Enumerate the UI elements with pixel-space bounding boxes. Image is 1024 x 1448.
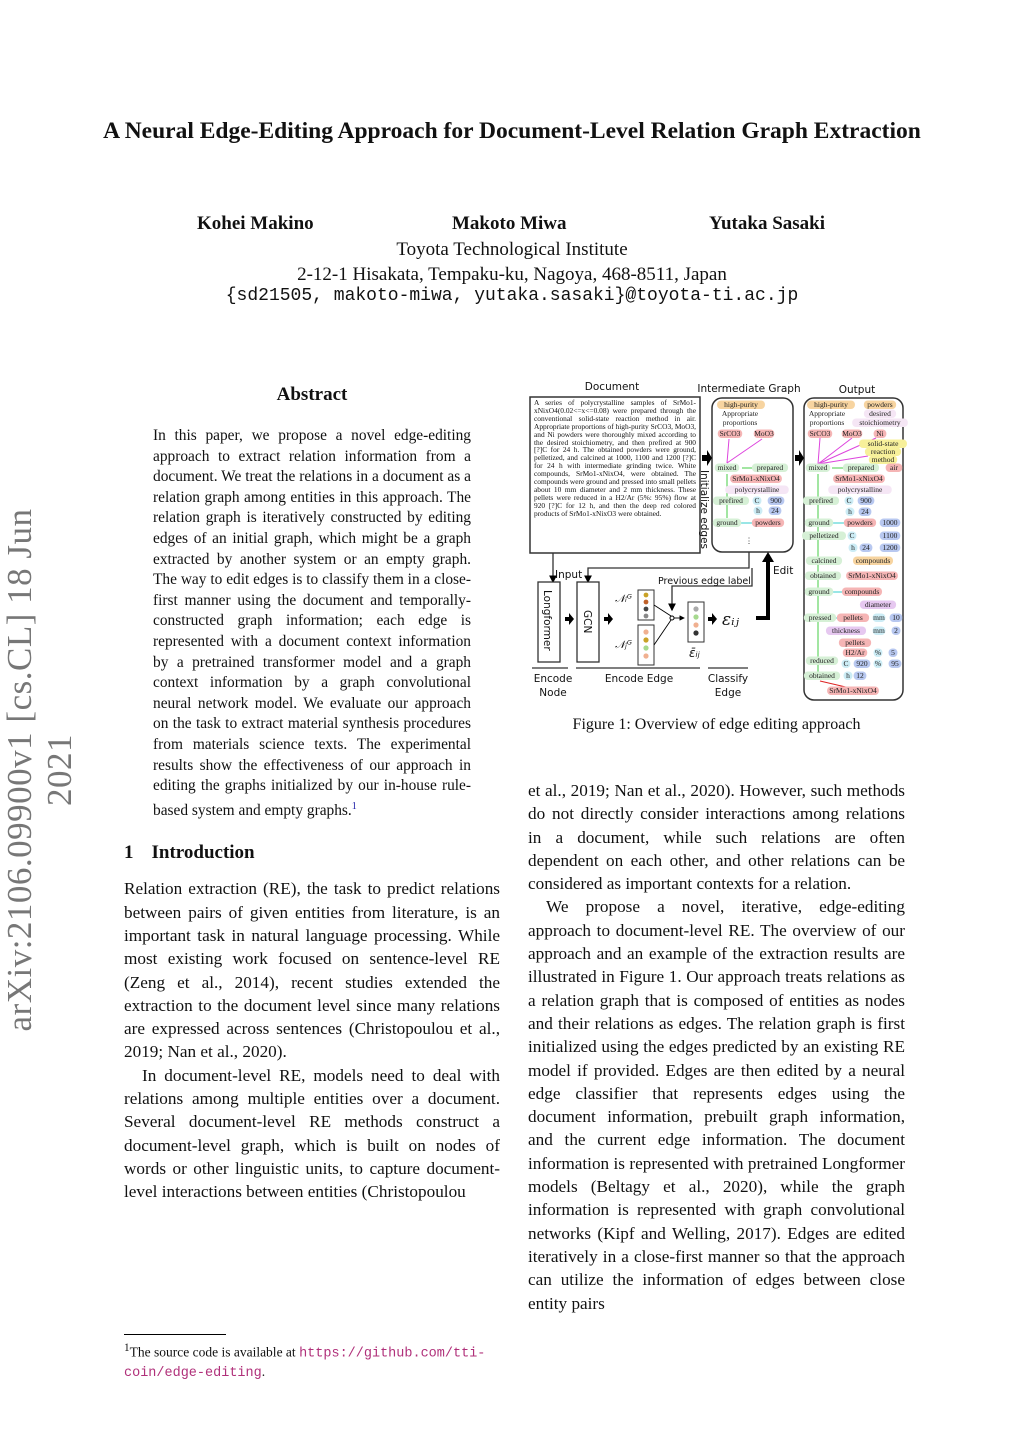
- graph-node: reduced: [810, 656, 834, 665]
- graph-node: 24: [861, 507, 869, 516]
- paragraph: [528, 779, 905, 895]
- section-number: 1: [124, 842, 134, 864]
- graph-node: ground: [808, 587, 830, 596]
- graph-node: desired: [869, 409, 891, 418]
- panel-label-intermediate: Intermediate Graph: [697, 383, 801, 395]
- graph-node: %: [874, 659, 882, 668]
- section-title: Introduction: [151, 842, 255, 864]
- initialize-edges-label: Initialize edges: [698, 470, 710, 550]
- graph-node: 1200: [882, 543, 898, 552]
- text-run: In document-level RE, models need to deal with relations among multiple entities over a document. Several document-level RE methods construct a document-level graph, which is built on nodes of words or other linguistic units, to capture document-level interactions between entities (: [124, 1065, 500, 1202]
- edit-label: Edit: [773, 565, 794, 577]
- affiliation: Toyota Technological Institute: [396, 239, 628, 260]
- arrow-icon: [604, 613, 613, 625]
- graph-node: compounds: [844, 587, 880, 596]
- gcn-label: GCN: [581, 610, 593, 634]
- graph-node: solid-state: [867, 439, 899, 448]
- author-2: Makoto Miwa: [452, 213, 567, 234]
- footnote-area: [124, 1324, 500, 1384]
- emails: {sd21505, makoto-miwa, yutaka.sasaki}@toyota-ti.ac.jp: [225, 286, 799, 306]
- graph-node: 5: [891, 648, 895, 657]
- panel-label-output: Output: [838, 384, 876, 396]
- graph-node: prepared: [847, 463, 875, 472]
- graph-node: h: [848, 507, 852, 516]
- graph-node: proportions: [809, 418, 845, 427]
- footnote-rule: [124, 1334, 226, 1335]
- graph-node: SrMo1-xNixO4: [732, 474, 780, 483]
- citation-link[interactable]: 1: [668, 967, 678, 987]
- graph-node: obtained: [809, 671, 835, 680]
- graph-node: 95: [891, 659, 899, 668]
- paper-title: A Neural Edge-Editing Approach for Document-Level Relation Graph Extraction: [103, 118, 921, 144]
- section-heading: [124, 841, 500, 865]
- stage-label-classify-edge: Classify: [707, 673, 749, 685]
- stage-label-classify-edge: Edge: [714, 687, 742, 699]
- footnote-link[interactable]: https://github.com/tti-coin/edge-editing: [124, 1346, 486, 1381]
- graph-node: SrMo1-xNixO4: [835, 474, 883, 483]
- graph-node: SrMo1-xNixO4: [829, 686, 877, 695]
- text-run: ). However, such methods do not directly consider interactions among relations in a document, while such relations are often dependent on each other, and other relations can be considered as important contexts for a relation.: [528, 781, 905, 894]
- graph-node: SrMo1-xNixO4: [848, 571, 896, 580]
- graph-node: 12: [856, 671, 864, 680]
- graph-node: ⋮: [745, 536, 753, 545]
- citation-link[interactable]: Christopoulou et al., 2019: [124, 1019, 501, 1062]
- graph-node: prefired: [719, 496, 743, 505]
- edge-label: εᵢⱼ: [722, 610, 740, 630]
- footnote-text: The source code is available at: [129, 1344, 300, 1359]
- graph-node: 24: [771, 506, 779, 515]
- graph-node: 10: [892, 613, 900, 622]
- concat-node: [670, 616, 674, 620]
- citation-link[interactable]: et al., 2019: [528, 781, 606, 800]
- right-column-body: [528, 779, 905, 1315]
- graph-node: mixed: [808, 463, 828, 472]
- citation-link[interactable]: Beltagy et al., 2020: [596, 1177, 758, 1197]
- text-run: We propose a novel, iterative, edge-editing approach to document-level RE. The overview of our approach and an example of the extraction results are illustrated in Figure: [528, 897, 905, 987]
- graph-node: C: [849, 531, 855, 540]
- abstract-text: [153, 426, 471, 821]
- citation-link[interactable]: Zeng et al., 2014: [129, 972, 269, 992]
- left-column-body: [124, 877, 500, 1203]
- graph-node: h: [846, 671, 850, 680]
- footnote-end: .: [261, 1364, 266, 1379]
- graph-node: prefired: [809, 496, 833, 505]
- nj-label: 𝒩ⱼᴳ: [615, 639, 633, 651]
- address: 2-12-1 Hisakata, Tempaku-ku, Nagoya, 468-8511, Japan: [297, 264, 727, 285]
- text-run: . Our approach treats relations as a relation graph that is composed of entities as nodes and their relations as edges. The relation graph is first initialized using the edges predicted by an existing RE model if provided. Edges are then edited by a neural edge classifier that represents edges using the document information, prebuilt graph information, and the current edge information. The document information is represented with pretrained Longformer models (: [528, 967, 905, 1197]
- graph-node: MoO3: [842, 429, 862, 438]
- citation-link[interactable]: Christopoulou: [367, 1182, 466, 1202]
- paragraph: [124, 877, 500, 1063]
- graph-node: H2/Ar: [845, 648, 865, 657]
- graph-node: high-purity: [724, 400, 758, 409]
- text-run: ;: [158, 1042, 168, 1062]
- graph-node: Appropriate: [808, 409, 846, 418]
- previous-edge-label: Previous edge label: [658, 576, 751, 587]
- graph-node: thickness: [832, 626, 860, 635]
- author-3: Yutaka Sasaki: [709, 213, 825, 234]
- stage-label-encode-node: Node: [539, 687, 567, 699]
- citation-link[interactable]: Nan et al., 2020: [614, 781, 725, 800]
- footnote-mark[interactable]: 1: [351, 800, 357, 812]
- text-run: ). Edges are edited iteratively in a close-first manner so that the approach can utilize the information of edges between close entity pairs: [528, 1223, 905, 1313]
- graph-node: polycrystalline: [734, 485, 780, 494]
- graph-node: pelletized: [809, 531, 839, 540]
- graph-node: method: [871, 455, 895, 464]
- graph-node: C: [754, 496, 760, 505]
- graph-node: compounds: [855, 556, 891, 565]
- abstract-heading: Abstract: [276, 384, 348, 405]
- graph-node: Appropriate: [721, 409, 759, 418]
- graph-node: 24: [862, 543, 870, 552]
- footnote: [124, 1339, 500, 1384]
- graph-node: MoO3: [754, 429, 774, 438]
- stage-label-encode-node: Encode: [533, 673, 573, 685]
- text-run: ), recent studies extended the extraction to the document level since many relations are expressed across sentences (: [124, 972, 500, 1039]
- graph-node: high-purity: [814, 400, 848, 409]
- graph-node: powders: [847, 518, 873, 527]
- graph-node: 1100: [882, 531, 898, 540]
- citation-link[interactable]: Kipf and Welling, 2017: [603, 1223, 771, 1243]
- graph-node: air: [890, 463, 898, 472]
- graph-node: powders: [755, 518, 781, 527]
- stage-label-encode-edge: Encode Edge: [604, 673, 674, 685]
- graph-node: SrCO3: [719, 429, 741, 438]
- graph-node: pellets: [845, 638, 865, 647]
- graph-node: h: [851, 543, 855, 552]
- graph-node: Ni: [876, 429, 884, 438]
- edit-arrow-icon: [762, 552, 774, 562]
- graph-node: C: [843, 659, 849, 668]
- graph-node: mm: [873, 626, 885, 635]
- arrow-icon: [565, 613, 574, 625]
- graph-node: SrCO3: [809, 429, 831, 438]
- footnote-number: 1: [124, 1341, 130, 1354]
- longformer-label: Longformer: [541, 590, 553, 651]
- panel-label-document: Document: [584, 381, 640, 393]
- paragraph: [124, 1064, 500, 1204]
- author-1: Kohei Makino: [197, 213, 314, 234]
- graph-node: 900: [860, 496, 872, 505]
- left-column: [124, 383, 500, 1383]
- abstract-body: In this paper, we propose a novel edge-editing approach to extract relation information from a document. We treat the relations in a document as a relation graph among entities in this approach. The relation graph is iteratively constructed by editing edges of an initial graph, which might be a graph extracted by another system or an empty graph. The way to edit edges is to classify them in a close-first manner using the document and temporally-constructed graph information; each edge is represented with a document context information by a pretrained transformer model and a graph context information by a graph convolutional neural network model. We evaluate our approach on the task to extract material synthesis procedures from materials science texts. The experimental results show the effectiveness of our approach in editing the graphs initialized by our in-house rule-based system and empty graphs.: [153, 427, 471, 819]
- graph-node: 2: [894, 626, 898, 635]
- paragraph: [528, 895, 905, 1314]
- graph-node: reaction: [870, 447, 896, 456]
- graph-node: obtained: [810, 571, 836, 580]
- input-label: Input: [555, 569, 583, 581]
- arxiv-stamp: arXiv:2106.09900v1 [cs.CL] 18 Jun 2021: [0, 508, 79, 1032]
- graph-node: pressed: [808, 613, 832, 622]
- graph-node: h: [756, 506, 760, 515]
- graph-node: 900: [770, 496, 782, 505]
- graph-node: pellets: [843, 613, 863, 622]
- graph-node: 920: [856, 659, 868, 668]
- graph-node: 1000: [882, 518, 898, 527]
- graph-node: mixed: [717, 463, 737, 472]
- graph-node: mm: [873, 613, 885, 622]
- graph-node: polycrystalline: [837, 485, 883, 494]
- graph-node: stoichiometry: [859, 418, 901, 427]
- graph-node: proportions: [722, 418, 758, 427]
- graph-node: prepared: [756, 463, 784, 472]
- text-run: Relation extraction (RE), the task to predict relations between pairs of given entities from literature, is an important task in natural language processing. While most existing work focused on sentence-level RE (: [124, 879, 500, 992]
- graph-node: diameter: [864, 600, 892, 609]
- graph-node: powders: [867, 400, 893, 409]
- citation-link[interactable]: Nan et al., 2020: [167, 1042, 277, 1062]
- affiliation-block: [100, 237, 924, 287]
- figure-document-text: A series of polycrystalline samples of SrMo1-xNixO4(0.02<=x<=0.08) were prepared through the conventional solid-state reaction method in air. Appropriate proportions of high-purity SrCO3, MoO3, and Ni powders were thoroughly mixed according to the desired stoichiometry, and then prefired at 900 [?]C for 24 h. The obtained powders were ground, pelletized, and calcined at 1000, 1100 and 1200 [?]C for 24 h with intermediate grinding twice. White compounds, SrMo1-xNixO4, were obtained. The compounds were ground and pressed into small pellets about 10 mm diameter and 2 mm thickness. These pellets were reduced in a H2/Ar (5%: 95%) flow at 920 [?]C for 12 h, and then the deep red colored products of SrMo1-xNixO3 were obtained.: [534, 398, 696, 518]
- graph-node: %: [874, 648, 882, 657]
- text-run: ;: [605, 781, 615, 800]
- graph-node: calcined: [811, 556, 837, 565]
- graph-node: C: [846, 496, 852, 505]
- edge-rep-label: ε̄ᵢⱼ: [689, 646, 700, 660]
- graph-node: ground: [716, 518, 738, 527]
- text-run: ).: [276, 1042, 287, 1062]
- arrow-icon: [795, 450, 804, 466]
- text-run: ), while the graph information is represented with graph convolutional networks (: [528, 1177, 905, 1243]
- ni-label: 𝒩ᵢᴳ: [615, 593, 633, 605]
- graph-node: ground: [808, 518, 830, 527]
- arrow-icon: [708, 613, 717, 625]
- figure-caption: Figure 1: Overview of edge editing approach: [572, 716, 861, 733]
- arrow-icon: [702, 450, 712, 466]
